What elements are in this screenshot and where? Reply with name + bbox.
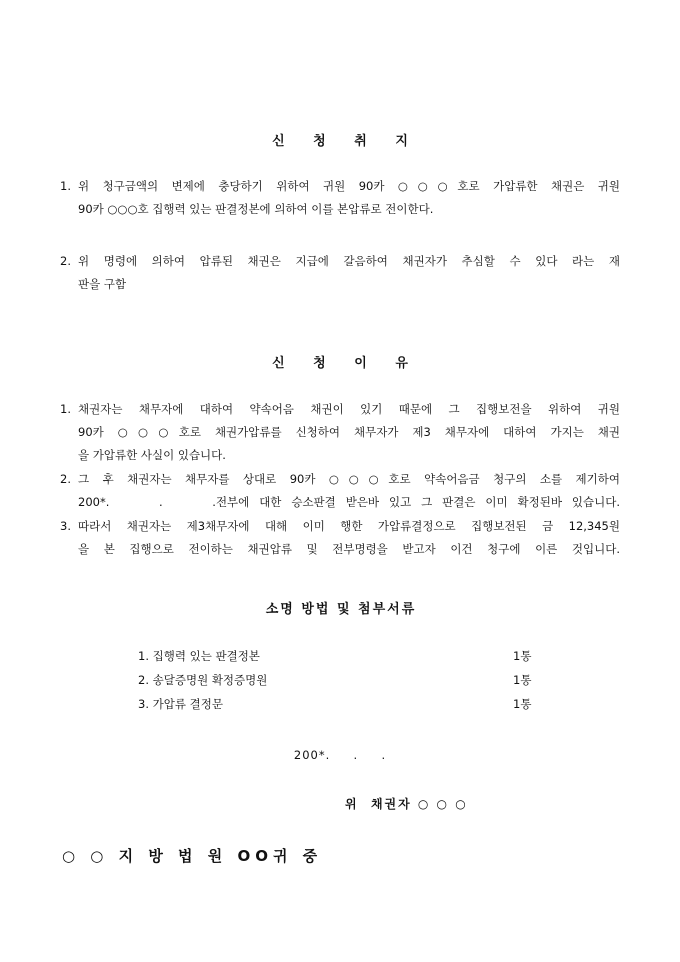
item-number: 2.: [60, 472, 71, 486]
reasons-item-3-line-1: 따라서 채권자는 제3채무자에 대해 이미 행한 가압류결정으로 집행보전된 금 12,345원: [78, 519, 620, 533]
purpose-item-1-line-1: 위 청구금액의 변제에 충당하기 위하여 귀원 90카 ○○○호로 가압류한 채권은 귀원: [78, 179, 620, 193]
item-number: 2.: [60, 254, 71, 268]
purpose-item-2-line-2: 판을 구함: [78, 277, 127, 291]
attachment-row: [138, 692, 538, 716]
reasons-item-2-line-2: 200*. . .전부에 대한 승소판결 받은바 있고 그 판결은 이미 확정된바 있습니다.: [78, 495, 620, 509]
filing-date: 200*. . .: [293, 748, 387, 762]
attachment-label: 3. 가압류 결정문: [138, 697, 223, 711]
attachments-heading: 소명 방법 및 첨부서류: [265, 602, 417, 617]
reasons-heading: 신 청 이 유: [272, 356, 420, 371]
reasons-item-3: [60, 515, 620, 561]
reasons-item-1-line-1: 채권자는 채무자에 대하여 약속어음 채권이 있기 때문에 그 집행보전을 위하여 귀원: [78, 402, 620, 416]
reasons-item-1: [60, 398, 620, 467]
attachment-label: 2. 송달증명원 확정증명원: [138, 673, 268, 687]
reasons-item-1-line-2: 90카 ○○○호로 채권가압류를 신청하여 채무자가 제3 채무자에 대하여 가지는 채권: [78, 425, 620, 439]
purpose-item-1: [60, 175, 620, 221]
attachment-row: [138, 668, 538, 692]
attachment-count: 1통: [513, 697, 532, 711]
item-number: 3.: [60, 519, 71, 533]
attachment-count: 1통: [513, 649, 532, 663]
attachment-list: [138, 644, 538, 716]
court-addressee: ○ ○ 지 방 법 원 OO귀 중: [62, 847, 323, 865]
purpose-heading: 신 청 취 지: [272, 134, 420, 149]
reasons-item-2-line-1: 그 후 채권자는 채무자를 상대로 90카 ○○○호로 약속어음금 청구의 소를 제기하여: [78, 472, 620, 486]
reasons-item-2: [60, 468, 620, 514]
reasons-item-3-line-2: 을 본 집행으로 전이하는 채권압류 및 전부명령을 받고자 이건 청구에 이른 것입니다.: [78, 542, 620, 556]
reasons-item-1-line-3: 을 가압류한 사실이 있습니다.: [78, 448, 226, 462]
attachment-label: 1. 집행력 있는 판결정본: [138, 649, 260, 663]
purpose-item-2-line-1: 위 명령에 의하여 압류된 채권은 지급에 갈음하여 채권자가 추심할 수 있다 라는 재: [78, 254, 620, 268]
purpose-item-1-line-2: 90카 ○○○호 집행력 있는 판결정본에 의하여 이를 본압류로 전이한다.: [78, 202, 434, 216]
purpose-item-2: [60, 250, 620, 296]
attachment-row: [138, 644, 538, 668]
item-number: 1.: [60, 179, 71, 193]
item-number: 1.: [60, 402, 71, 416]
attachment-count: 1통: [513, 673, 532, 687]
applicant-signature: 위 채권자 ○ ○ ○: [345, 797, 468, 811]
